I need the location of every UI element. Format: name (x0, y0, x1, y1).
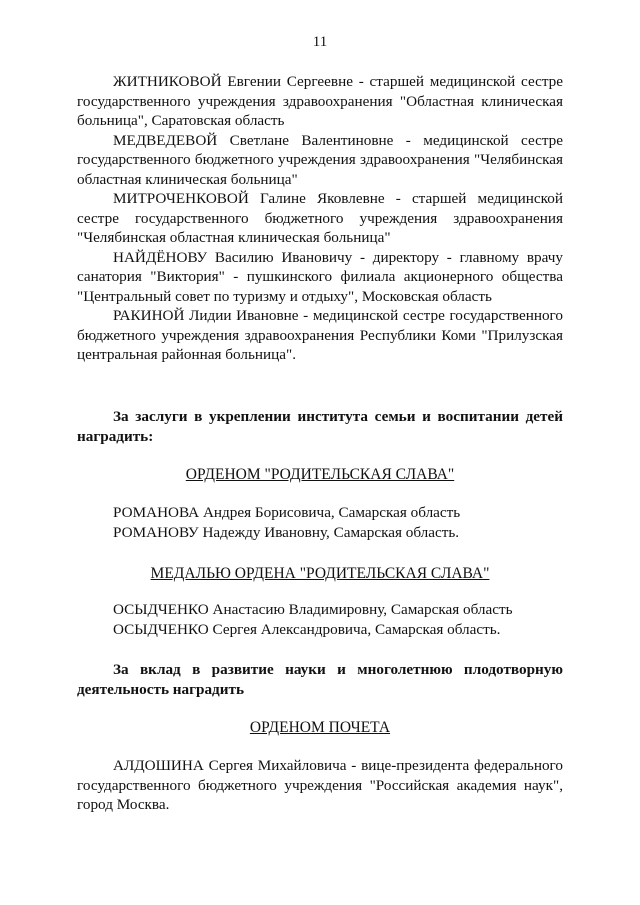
awardee-entry: ОСЫДЧЕНКО Сергея Александровича, Самарская область. (113, 620, 501, 638)
order-awardee-list (77, 503, 563, 542)
science-section-intro: За вклад в развитие науки и многолетнюю плодотворную деятельность наградить (77, 661, 563, 698)
awardee-entry: НАЙДЁНОВУ Василию Ивановичу - директору - главному врачу санатория "Виктория" - пушкинского филиала акционерного общества "Центральный совет по туризму и отдыху", Московская область (77, 248, 563, 305)
medal-awardee-list (77, 600, 563, 639)
science-awardee-block (77, 756, 563, 815)
awardee-entry: МИТРОЧЕНКОВОЙ Галине Яковлевне - старшей медицинской сестре государственного бюджетного учреждения здравоохранения "Челябинская областная клиническая больница" (77, 190, 563, 246)
family-section-intro-block (77, 407, 563, 446)
awardee-list (77, 72, 563, 365)
medal-parental-glory-heading: МЕДАЛЬЮ ОРДЕНА "РОДИТЕЛЬСКАЯ СЛАВА" (150, 565, 490, 582)
page-number: 11 (312, 34, 328, 50)
awardee-entry: ОСЫДЧЕНКО Анастасию Владимировну, Самарская область (113, 601, 513, 618)
science-section-intro-block (77, 660, 563, 699)
order-of-honor-heading: ОРДЕНОМ ПОЧЕТА (249, 719, 391, 736)
awardee-entry: РАКИНОЙ Лидии Ивановне - медицинской сестре государственного бюджетного учреждения здравоохранения Республики Коми "Прилузская центральная районная больница". (77, 307, 563, 363)
awardee-entry: АЛДОШИНА Сергея Михайловича - вице-президента федерального государственного бюджетного учреждения "Российская академия наук", город Москва. (77, 757, 563, 813)
order-parental-glory-heading: ОРДЕНОМ "РОДИТЕЛЬСКАЯ СЛАВА" (185, 466, 455, 483)
awardee-entry: РОМАНОВА Андрея Борисовича, Самарская область (113, 504, 461, 521)
awardee-entry: МЕДВЕДЕВОЙ Светлане Валентиновне - медицинской сестре государственного бюджетного учреждения здравоохранения "Челябинская областная клиническая больница" (77, 131, 563, 188)
family-section-intro: За заслуги в укреплении института семьи и воспитании детей наградить: (77, 408, 563, 445)
awardee-entry: ЖИТНИКОВОЙ Евгении Сергеевне - старшей медицинской сестре государственного учреждения здравоохранения "Областная клиническая больница", Саратовская область (77, 73, 563, 129)
awardee-entry: РОМАНОВУ Надежду Ивановну, Самарская область. (113, 523, 460, 541)
